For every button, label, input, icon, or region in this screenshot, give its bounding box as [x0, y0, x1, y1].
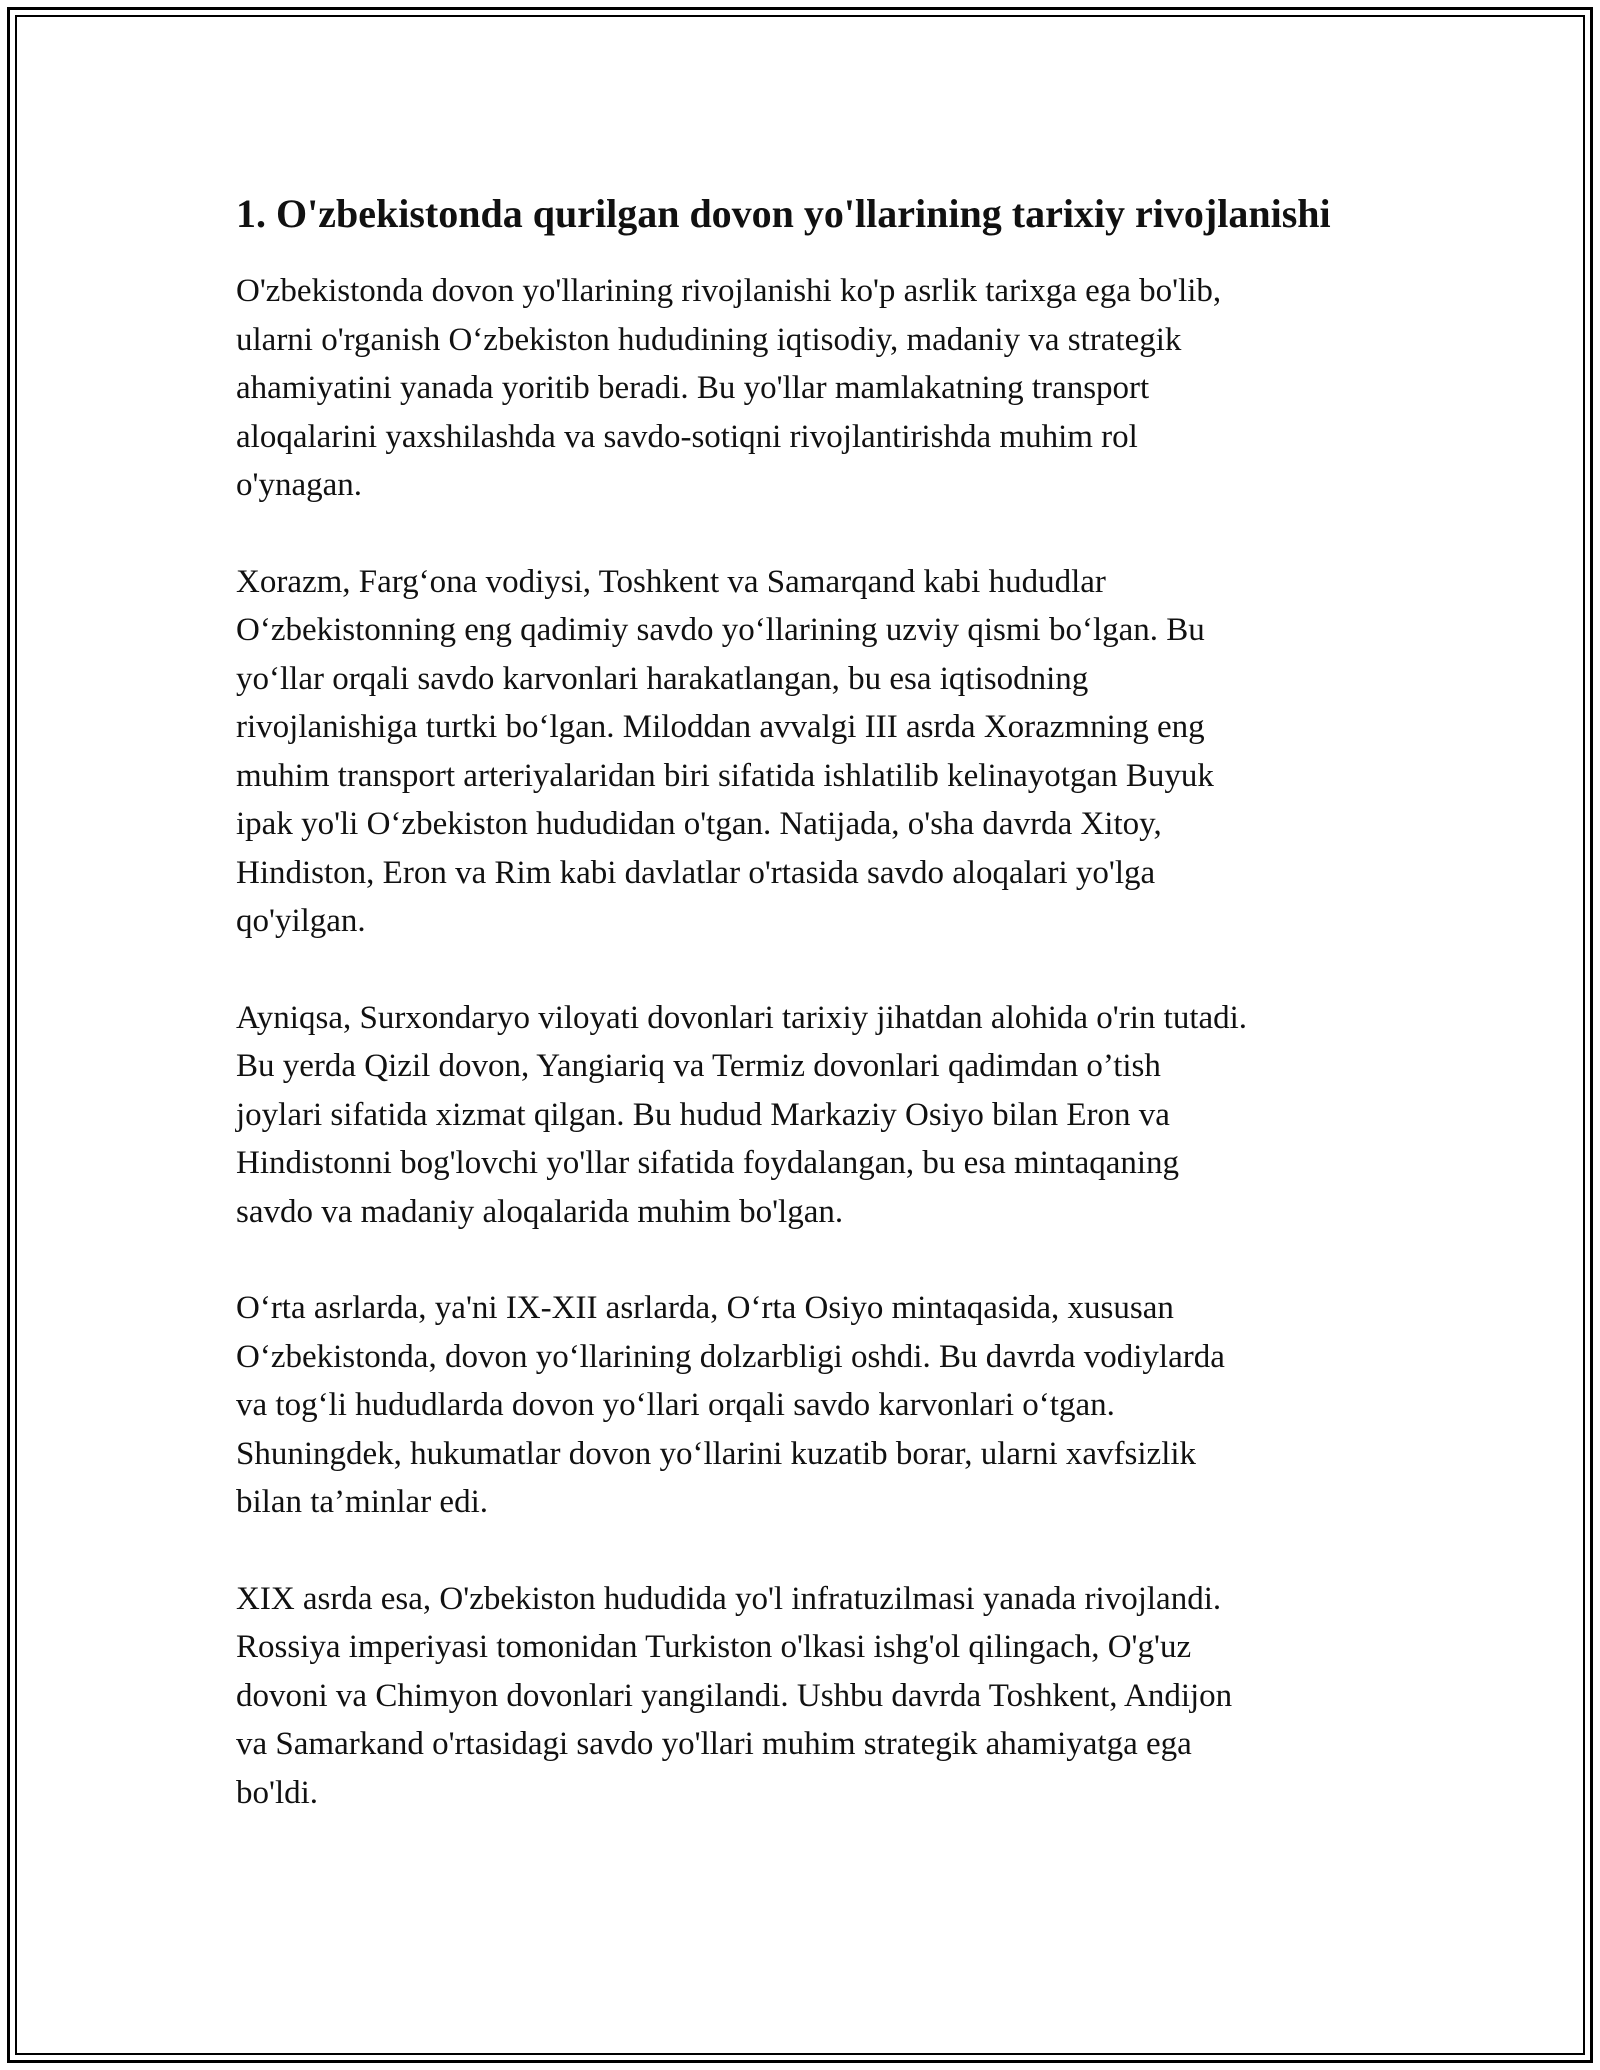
document-body — [236, 186, 1371, 1865]
paragraph-5: XIX asrda esa, O'zbekiston hududida yo'l infratuzilmasi yanada rivojlandi. Rossiya imperiyasi tomonidan Turkiston o'lkasi ishg'ol qilingach, O'g'uz dovoni va Chimyon dovonlari yangilandi. Ushbu davrda Toshkent, Andijon va Samarkand o'rtasidagi savdo yo'llari muhim strategik ahamiyatga ega bo'ldi. — [236, 1580, 1233, 1811]
section-heading: 1. O'zbekistonda qurilgan dovon yo'llarining tarixiy rivojlanishi — [236, 191, 1331, 236]
paragraph-3: Ayniqsa, Surxondaryo viloyati dovonlari tarixiy jihatdan alohida o'rin tutadi. Bu yerda Qizil dovon, Yangiariq va Termiz dovonlari qadimdan o’tish joylari sifatida xizmat qilgan. Bu hudud Markaziy Osiyo bilan Eron va Hindistonni bog'lovchi yo'llar sifatida foydalangan, bu esa mintaqaning savdo va madaniy aloqalarida muhim bo'lgan. — [236, 999, 1248, 1230]
paragraph-4: O‘rta asrlarda, ya'ni IX-XII asrlarda, O‘rta Osiyo mintaqasida, xususan O‘zbekistonda, dovon yo‘llarining dolzarbligi oshdi. Bu davrda vodiylarda va tog‘li hududlarda dovon yo‘llari orqali savdo karvonlari o‘tgan. Shuningdek, hukumatlar dovon yo‘llarini kuzatib borar, ularni xavfsizlik bilan ta’minlar edi. — [236, 1290, 1225, 1520]
paragraph-2: Xorazm, Farg‘ona vodiysi, Toshkent va Samarqand kabi hududlar O‘zbekistonning eng qadimiy savdo yo‘llarining uzviy qismi bo‘lgan. Bu yo‘llar orqali savdo karvonlari harakatlangan, bu esa iqtisodning rivojlanishiga turtki bo‘lgan. Miloddan avvalgi III asrda Xorazmning eng muhim transport arteriyalaridan biri sifatida ishlatilib kelinayotgan Buyuk ipak yo'li O‘zbekiston hududidan o'tgan. Natijada, o'sha davrda Xitoy, Hindiston, Eron va Rim kabi davlatlar o'rtasida savdo aloqalari yo'lga qo'yilgan. — [236, 563, 1214, 939]
paragraph-1: O'zbekistonda dovon yo'llarining rivojlanishi ko'p asrlik tarixga ega bo'lib, ularni o'rganish O‘zbekiston hududining iqtisodiy, madaniy va strategik ahamiyatini yanada yoritib beradi. Bu yo'llar mamlakatning transport aloqalarini yaxshilashda va savdo-sotiqni rivojlantirishda muhim rol o'ynagan. — [236, 273, 1222, 503]
